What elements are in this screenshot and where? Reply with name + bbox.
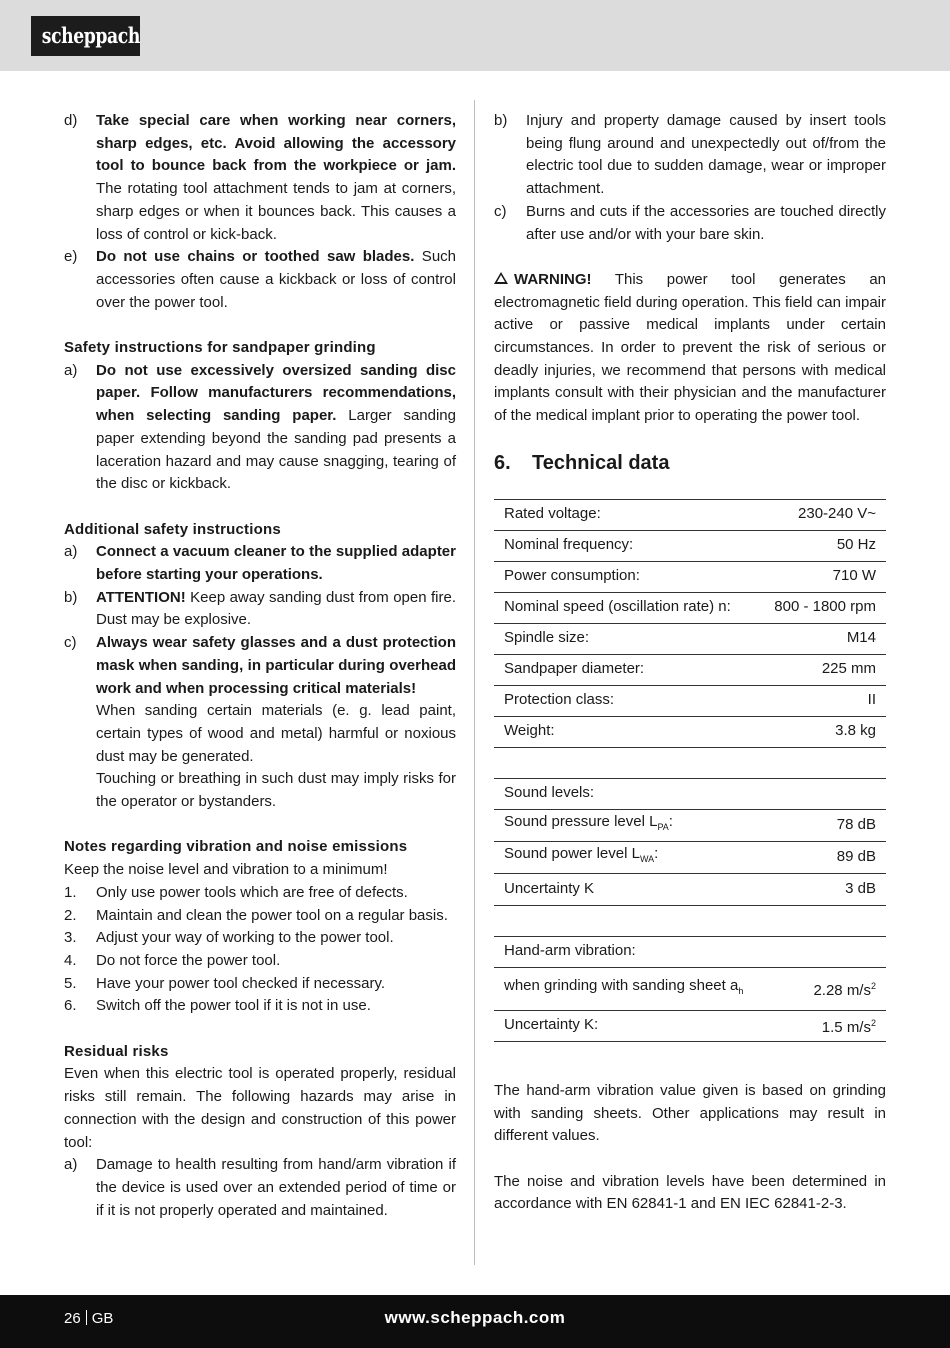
table-row: Protection class: II	[494, 685, 886, 716]
table-row: Hand-arm vibration:	[494, 936, 886, 967]
brand-logo: scheppach	[31, 16, 140, 56]
list-item: 6. Switch off the power tool if it is not in use.	[64, 997, 371, 1015]
list-item: e) Do not use chains or toothed saw blades. Such accessories often cause a kickback or loss of control over the power tool.	[64, 248, 456, 311]
page-header	[0, 0, 950, 71]
table-row: Power consumption: 710 W	[494, 561, 886, 592]
table-row: Weight: 3.8 kg	[494, 716, 886, 747]
list-item: c) Burns and cuts if the accessories are touched directly after use and/or with your bare skin.	[494, 202, 886, 243]
list-item: 5. Have your power tool checked if necessary.	[64, 974, 386, 992]
table-row: when grinding with sanding sheet $a_h$ 2.28 $m/s^2$	[494, 967, 886, 1010]
section-title: 6. Technical data	[494, 451, 670, 474]
page-footer	[0, 1295, 950, 1348]
vibration-table	[494, 936, 886, 1042]
warning-paragraph: WARNING! This power tool generates an electromagnetic field during operation. This field can impair active or passive medical implants under certain circumstances. In order to prevent the risk of serious or deadly injuries, we recommend that persons with medical implants consult with their physician and the manufacturer of the medical implant prior to operating the power tool.	[494, 270, 886, 425]
section-heading: Notes regarding vibration and noise emissions	[64, 838, 408, 856]
section-heading: Residual risks	[64, 1042, 169, 1060]
list-item: d) Take special care when working near corners, sharp edges, etc. Avoid allowing the accessory tool to bounce back from the workpiece or jam. The rotating tool attachment tends to jam at corners, sharp edges or when it bounces back. This causes a loss of control or kick-back.	[64, 112, 456, 243]
list-item: a) Do not use excessively oversized sanding disc paper. Follow manufacturers recommendations, when selecting sanding paper. Larger sanding paper extending beyond the sanding pad presents a laceration hazard and may cause snagging, tearing of the disc or kickback.	[64, 361, 456, 493]
table-row: Spindle size: M14	[494, 623, 886, 654]
list-item: a) Damage to health resulting from hand/arm vibration if the device is used over an extended period of time or if it is not properly operated and maintained.	[64, 1156, 456, 1219]
table-row: Sound power level $L_{WA}$: 89 dB	[494, 841, 886, 873]
numbered-list	[64, 882, 456, 1018]
website-url: www.scheppach.com	[384, 1308, 566, 1327]
list-item: 3. Adjust your way of working to the power tool.	[64, 929, 394, 947]
list-item: 1. Only use power tools which are free of defects.	[64, 883, 408, 901]
table-row: Rated voltage: 230-240 V~	[494, 499, 886, 530]
list-item: c) Always wear safety glasses and a dust protection mask when sanding, in particular during overhead work and when processing critical materials! When sanding certain materials (e. g. lead paint, certain types of wood and metal) harmful or noxious dust may be generated. Touching or breathing in such dust may imply risks for the operator or bystanders.	[64, 634, 456, 811]
section-heading: Additional safety instructions	[64, 520, 281, 538]
table-row: Uncertainty K: 1.5 $m/s^2$	[494, 1010, 886, 1041]
list-item: b) ATTENTION! Keep away sanding dust from open fire. Dust may be explosive.	[64, 588, 456, 629]
warning-icon	[494, 272, 508, 284]
sound-levels-table	[494, 778, 886, 906]
table-row: Sandpaper diameter: 225 mm	[494, 654, 886, 685]
table-row: Sound levels:	[494, 778, 886, 809]
table-row: Nominal speed (oscillation rate) n: 800 - 1800 rpm	[494, 592, 886, 623]
section-heading: Safety instructions for sandpaper grinding	[64, 339, 376, 357]
list-item: b) Injury and property damage caused by insert tools being flung around and unexpectedly out of/from the electric tool due to sudden damage, wear or improper attachment.	[494, 112, 886, 198]
column-divider	[474, 100, 475, 1265]
list-item: 4. Do not force the power tool.	[64, 951, 281, 969]
left-column	[64, 110, 456, 1222]
list-item: a) Connect a vacuum cleaner to the supplied adapter before starting your operations.	[64, 543, 456, 584]
table-row: Uncertainty K 3 dB	[494, 873, 886, 905]
paragraph: The noise and vibration levels have been determined in accordance with EN 62841-1 and EN IEC 62841-2-3.	[494, 1172, 886, 1213]
right-column	[494, 110, 886, 1216]
paragraph: Keep the noise level and vibration to a minimum!	[64, 861, 388, 879]
technical-data-table	[494, 499, 886, 748]
paragraph: Even when this electric tool is operated properly, residual risks still remain. The following hazards may arise in connection with the design and construction of this power tool:	[64, 1065, 456, 1151]
page-number: 26 GB	[64, 1310, 114, 1327]
list-item: 2. Maintain and clean the power tool on a regular basis.	[64, 906, 448, 924]
paragraph: The hand-arm vibration value given is based on grinding with sanding sheets. Other applications may result in different values.	[494, 1081, 886, 1145]
table-row: Sound pressure level $L_{PA}$: 78 dB	[494, 809, 886, 841]
table-row: Nominal frequency: 50 Hz	[494, 530, 886, 561]
